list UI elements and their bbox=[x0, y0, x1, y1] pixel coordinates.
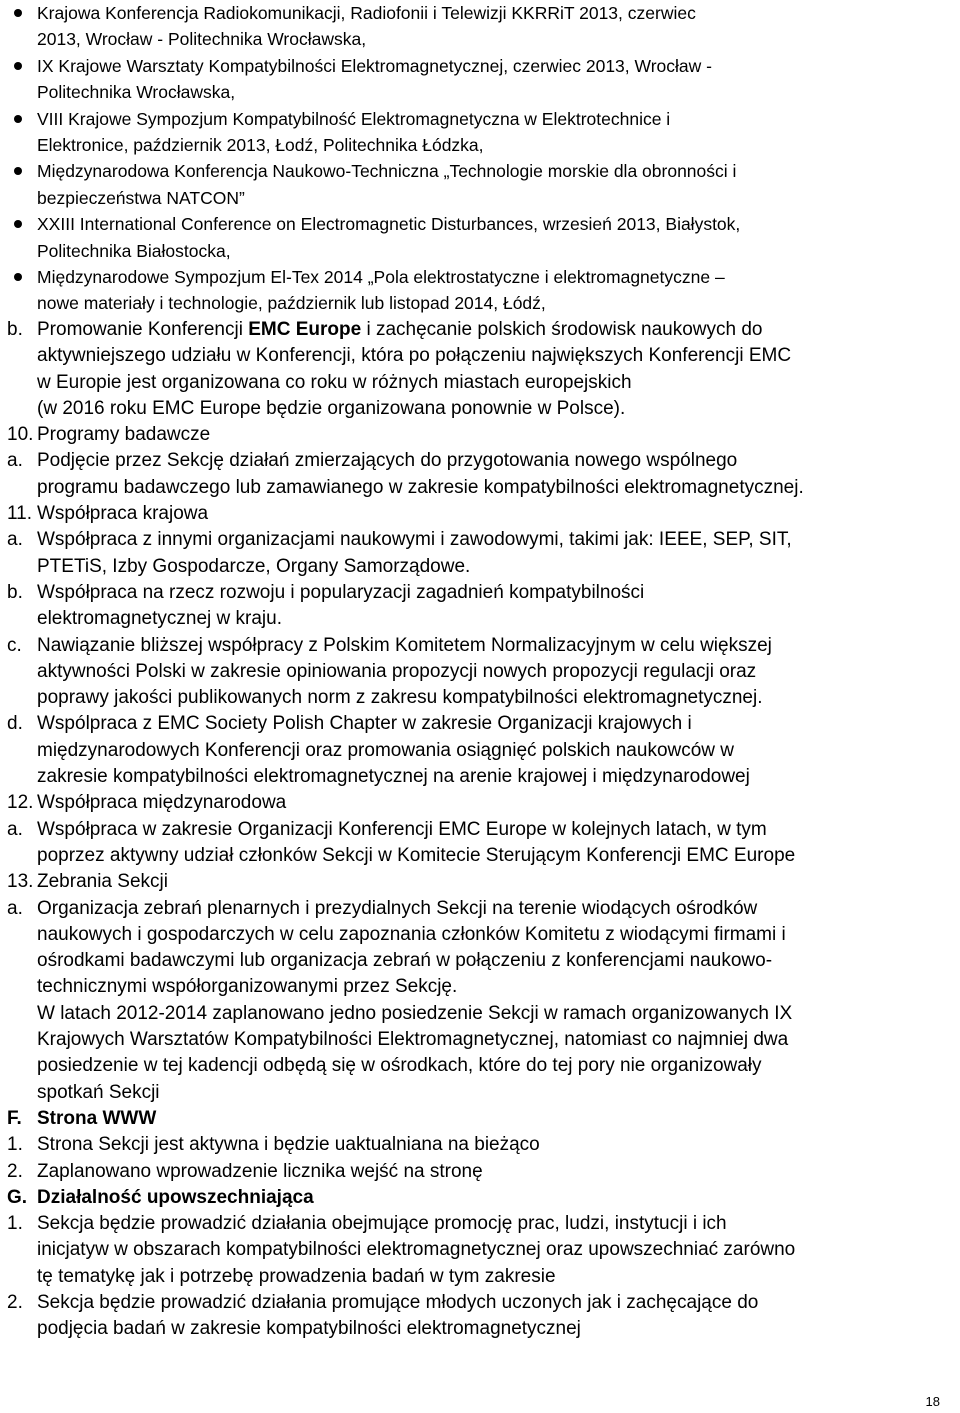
list-item-emc-europe bbox=[0, 317, 950, 343]
item-text: Sekcja będzie prowadzić działania obejmujące promocję prac, ludzi, instytucji i ich bbox=[37, 1213, 727, 1235]
item-continuation-line: PTETiS, Izby Gospodarcze, Organy Samorządowe. bbox=[37, 555, 471, 577]
list-item bbox=[0, 1290, 950, 1316]
item-continuation-line: naukowych i gospodarczych w celu zapoznania członków Komitetu z wiodącymi firmami i bbox=[37, 923, 786, 945]
list-marker: a. bbox=[7, 818, 23, 840]
section-title: Współpraca krajowa bbox=[37, 503, 209, 525]
bullet-line: VIII Krajowe Sympozjum Kompatybilność Elektromagnetyczna w Elektrotechnice i bbox=[37, 108, 671, 129]
section-heading-f bbox=[0, 1106, 950, 1132]
bullet-line: Międzynarodowe Sympozjum El-Tex 2014 „Pola elektrostatyczne i elektromagnetyczne – bbox=[37, 267, 725, 288]
bullet-line: XXIII International Conference on Electromagnetic Disturbances, wrzesień 2013, Białystok, bbox=[37, 214, 741, 235]
section-number: 13. bbox=[7, 871, 34, 893]
list-item bbox=[0, 817, 950, 843]
bullet-line: Międzynarodowa Konferencja Naukowo-Techniczna „Technologie morskie dla obronności i bbox=[37, 161, 737, 182]
item-continuation-line: międzynarodowych Konferencji oraz promowania osiągnięć polskich naukowców w bbox=[37, 739, 735, 761]
section-heading-11 bbox=[0, 501, 950, 527]
list-marker: d. bbox=[7, 713, 23, 735]
list-item bbox=[0, 711, 950, 737]
section-number: 10. bbox=[7, 424, 34, 446]
bullet-icon bbox=[14, 9, 22, 17]
bullet-line: Politechnika Wrocławska, bbox=[37, 82, 236, 103]
list-item bbox=[0, 1132, 950, 1158]
list-item bbox=[0, 580, 950, 606]
list-marker: b. bbox=[7, 319, 23, 340]
item-continuation-line: technicznymi współorganizowanymi przez Sekcję. bbox=[37, 976, 458, 998]
bullet-item bbox=[0, 106, 950, 159]
bullet-item bbox=[0, 211, 950, 264]
section-letter: G. bbox=[7, 1186, 28, 1208]
list-marker: 2. bbox=[7, 1291, 23, 1313]
bullet-icon bbox=[14, 167, 22, 175]
bullet-icon bbox=[14, 62, 22, 70]
bullet-icon bbox=[14, 273, 22, 281]
section-heading-13 bbox=[0, 869, 950, 895]
emc-europe-bold-text: EMC Europe bbox=[248, 319, 362, 340]
item-text: Promowanie Konferencji bbox=[37, 319, 249, 340]
item-continuation-line: spotkań Sekcji bbox=[37, 1081, 160, 1103]
item-continuation-line: inicjatyw w obszarach kompatybilności elektromagnetycznej oraz upowszechniać zarówno bbox=[37, 1239, 796, 1261]
bullet-line: Krajowa Konferencja Radiokomunikacji, Radiofonii i Telewizji KKRRiT 2013, czerwiec bbox=[37, 3, 696, 23]
section-number: 11. bbox=[7, 503, 33, 525]
section-heading-12 bbox=[0, 790, 950, 816]
conference-bullet-list bbox=[0, 0, 960, 317]
section-letter: F. bbox=[7, 1107, 22, 1129]
item-continuation-line: aktywniejszego udziału w Konferencji, która po połączeniu największych Konferencji EMC bbox=[37, 345, 792, 367]
list-item bbox=[0, 896, 950, 922]
item-text: Wspólpraca z EMC Society Polish Chapter w zakresie Organizacji krajowych i bbox=[37, 713, 692, 735]
item-text: Współpraca w zakresie Organizacji Konferencji EMC Europe w kolejnych latach, w tym bbox=[37, 818, 767, 840]
item-text: Nawiązanie bliższej współpracy z Polskim Komitetem Normalizacyjnym w celu większej bbox=[37, 634, 772, 656]
item-text: Sekcja będzie prowadzić działania promujące młodych uczonych jak i zachęcające do bbox=[37, 1291, 759, 1313]
list-marker: a. bbox=[7, 897, 23, 919]
bullet-item bbox=[0, 158, 950, 211]
bullet-line: nowe materiały i technologie, październik lub listopad 2014, Łódź, bbox=[37, 293, 546, 314]
section-title: Działalność upowszechniająca bbox=[37, 1186, 314, 1208]
section-title: Zebrania Sekcji bbox=[37, 871, 168, 893]
list-marker: c. bbox=[7, 634, 22, 656]
section-number: 12. bbox=[7, 792, 34, 814]
item-text: Strona Sekcji jest aktywna i będzie uaktualniana na bieżąco bbox=[37, 1134, 540, 1156]
item-continuation-line: aktywności Polski w zakresie opiniowania propozycji nowych propozycji regulacji oraz bbox=[37, 660, 757, 682]
item-continuation-line: tę tematykę jak i potrzebę prowadzenia badań w tym zakresie bbox=[37, 1265, 556, 1287]
item-continuation-line: Krajowych Warsztatów Kompatybilności Elektromagnetycznej, natomiast co najmniej dwa bbox=[37, 1029, 789, 1051]
item-text: Podjęcie przez Sekcję działań zmierzających do przygotowania nowego wspólnego bbox=[37, 450, 738, 472]
item-continuation-line: podjęcia badań w zakresie kompatybilności elektromagnetycznej bbox=[37, 1318, 581, 1340]
bullet-item bbox=[0, 264, 950, 317]
item-continuation-line: zakresie kompatybilności elektromagnetycznej na arenie krajowej i międzynarodowej bbox=[37, 766, 750, 788]
item-text: Zaplanowano wprowadzenie licznika wejść na stronę bbox=[37, 1160, 483, 1182]
bullet-line: Politechnika Białostocka, bbox=[37, 240, 231, 261]
section-heading-g bbox=[0, 1185, 950, 1211]
item-continuation-line: ośrodkami badawczymi lub organizacja zebrań w połączeniu z konferencjami naukowo- bbox=[37, 950, 773, 972]
item-continuation-line: programu badawczego lub zamawianego w zakresie kompatybilności elektromagnetycznej. bbox=[37, 476, 804, 498]
bullet-line: Elektronice, październik 2013, Łodź, Politechnika Łódzka, bbox=[37, 135, 484, 156]
list-marker: a. bbox=[7, 529, 23, 551]
item-continuation-line: (w 2016 roku EMC Europe będzie organizowana ponownie w Polsce). bbox=[37, 397, 626, 419]
list-item bbox=[0, 527, 950, 553]
section-title: Współpraca międzynarodowa bbox=[37, 792, 287, 814]
bullet-line: IX Krajowe Warsztaty Kompatybilności Elektromagnetycznej, czerwiec 2013, Wrocław - bbox=[37, 55, 712, 76]
item-continuation-line: W latach 2012-2014 zaplanowano jedno posiedzenie Sekcji w ramach organizowanych IX bbox=[37, 1002, 793, 1024]
bullet-line: 2013, Wrocław - Politechnika Wrocławska, bbox=[37, 29, 367, 50]
list-item bbox=[0, 633, 950, 659]
section-heading-10 bbox=[0, 422, 950, 448]
list-marker: a. bbox=[7, 450, 23, 472]
list-marker: 1. bbox=[7, 1213, 23, 1235]
bullet-line: bezpieczeństwa NATCON” bbox=[37, 187, 245, 208]
list-marker: b. bbox=[7, 581, 23, 603]
section-title: Programy badawcze bbox=[37, 424, 211, 446]
bullet-item bbox=[0, 53, 950, 106]
item-continuation-line: poprzez aktywny udział członków Sekcji w Komitecie Sterującym Konferencji EMC Europe bbox=[37, 844, 796, 866]
item-continuation-line: w Europie jest organizowana co roku w różnych miastach europejskich bbox=[37, 371, 632, 393]
item-continuation-line: poprawy jakości publikowanych norm z zakresu kompatybilności elektromagnetycznej. bbox=[37, 687, 763, 709]
item-text: Organizacja zebrań plenarnych i prezydialnych Sekcji na terenie wiodących ośrodków bbox=[37, 897, 758, 919]
list-item bbox=[0, 448, 950, 474]
item-text: i zachęcanie polskich środowisk naukowych do bbox=[361, 319, 763, 340]
bullet-item bbox=[0, 0, 950, 53]
list-marker: 1. bbox=[7, 1134, 23, 1156]
list-item bbox=[0, 1211, 950, 1237]
bullet-icon bbox=[14, 220, 22, 228]
list-marker: 2. bbox=[7, 1160, 23, 1182]
bullet-icon bbox=[14, 115, 22, 123]
item-text: Współpraca z innymi organizacjami naukowymi i zawodowymi, takimi jak: IEEE, SEP, SIT, bbox=[37, 529, 792, 551]
item-text: Współpraca na rzecz rozwoju i popularyzacji zagadnień kompatybilności bbox=[37, 581, 645, 603]
section-title: Strona WWW bbox=[37, 1107, 157, 1129]
list-item bbox=[0, 1159, 950, 1185]
item-continuation-line: elektromagnetycznej w kraju. bbox=[37, 608, 282, 630]
item-continuation-line: posiedzenie w tej kadencji odbędą się w ośrodkach, które do tej pory nie organizowały bbox=[37, 1055, 762, 1077]
page-number: 18 bbox=[925, 1394, 940, 1409]
main-content bbox=[0, 317, 960, 1343]
